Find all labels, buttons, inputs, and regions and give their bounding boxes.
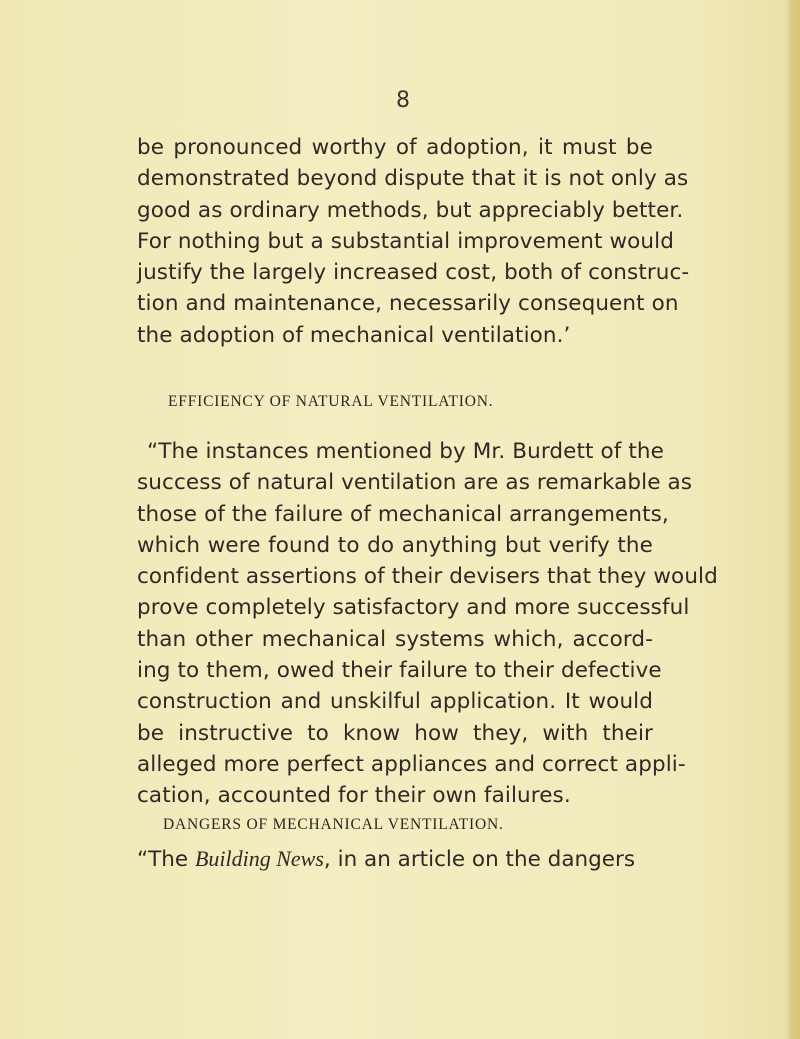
text-line: For nothing but a substantial improvement would xyxy=(137,228,674,254)
section-heading-dangers: DANGERS OF MECHANICAL VENTILATION. xyxy=(163,816,504,833)
text-line: confident assertions of their devisers that they would xyxy=(137,564,718,590)
paragraph-3 xyxy=(137,846,635,872)
text-line: tion and maintenance, necessarily consequent on xyxy=(137,291,679,317)
text-line: ing to them, owed their failure to their defective xyxy=(137,658,662,684)
text-line: the adoption of mechanical ventilation.’ xyxy=(137,322,571,348)
text-line: than other mechanical systems which, accord- xyxy=(137,626,653,652)
text-line: alleged more perfect appliances and correct appli- xyxy=(137,751,686,777)
text-line: success of natural ventilation are as remarkable as xyxy=(137,470,693,496)
paragraph-3-prefix: “The xyxy=(137,847,195,872)
paragraph-1 xyxy=(137,132,690,351)
text-line: demonstrated beyond dispute that it is not only as xyxy=(137,166,689,192)
text-line: justify the largely increased cost, both of construc- xyxy=(137,260,690,286)
text-line: those of the failure of mechanical arrangements, xyxy=(137,501,669,527)
publication-title: Building News xyxy=(194,846,324,871)
text-line: good as ordinary methods, but appreciably better. xyxy=(137,197,684,223)
section-heading-efficiency: EFFICIENCY OF NATURAL VENTILATION. xyxy=(168,393,494,410)
text-line: prove completely satisfactory and more successful xyxy=(137,595,690,621)
page-number: 8 xyxy=(396,88,410,113)
text-line: “The instances mentioned by Mr. Burdett of the xyxy=(147,439,664,464)
text-line: construction and unskilful application. It would xyxy=(137,689,653,715)
text-line: be pronounced worthy of adoption, it must be xyxy=(137,135,653,160)
paragraph-3-suffix: , in an article on the dangers xyxy=(323,847,636,872)
text-line: be instructive to know how they, with their xyxy=(137,720,653,746)
paragraph-2 xyxy=(137,436,718,812)
text-line: which were found to do anything but verify the xyxy=(137,532,653,558)
text-line: cation, accounted for their own failures. xyxy=(137,783,571,809)
page-edge-shadow xyxy=(786,0,800,1039)
